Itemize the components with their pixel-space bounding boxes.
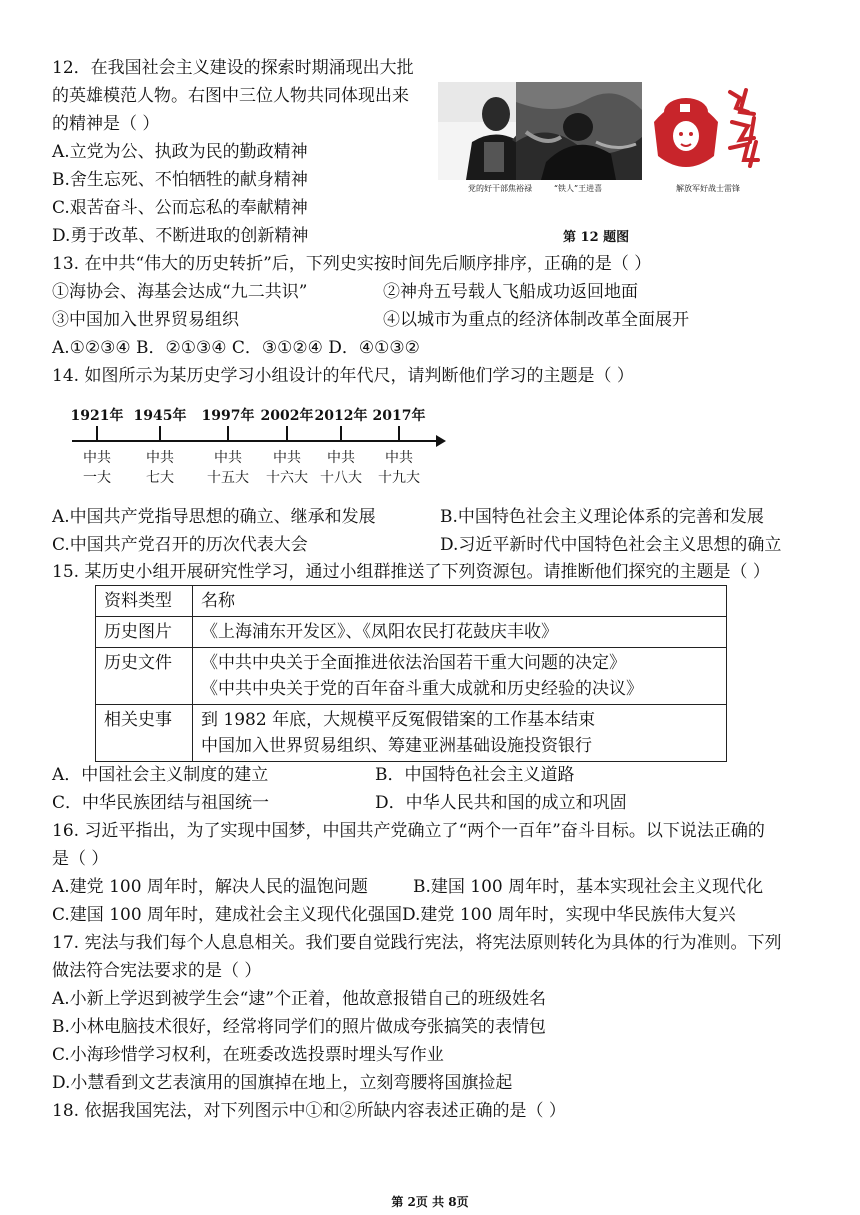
timeline-event-line: 十八大	[320, 470, 362, 486]
timeline-event	[135, 448, 185, 488]
q17-stem-line1: 17. 宪法与我们每个人息息相关。我们要自觉践行宪法，将宪法原则转化为具体的行为准则。下列	[52, 933, 782, 953]
timeline-axis	[72, 440, 440, 442]
q17-option-b: B.小林电脑技术很好，经常将同学们的照片做成夸张搞笑的表情包	[52, 1017, 546, 1037]
table-cell-type: 相关史事	[96, 705, 193, 762]
q13-item-4: ④以城市为重点的经济体制改革全面展开	[383, 310, 689, 330]
timeline-event	[262, 448, 312, 488]
q15-option-b: B．中国特色社会主义道路	[375, 765, 575, 785]
timeline-event-line: 中共	[83, 450, 111, 466]
q12-stem-line1: 12．在我国社会主义建设的探索时期涌现出大批	[52, 58, 414, 78]
timeline-year: 2002年	[260, 408, 314, 424]
timeline-event-line: 中共	[327, 450, 355, 466]
q12-option-c: C.艰苦奋斗、公而忘私的奉献精神	[52, 198, 308, 218]
q14-option-c: C.中国共产党召开的历次代表大会	[52, 535, 308, 555]
q14-option-b: B.中国特色社会主义理论体系的完善和发展	[440, 507, 764, 527]
q13-stem: 13. 在中共“伟大的历史转折”后，下列史实按时间先后顺序排序，正确的是（ ）	[52, 254, 652, 274]
q12-figure-label: 第 12 题图	[563, 230, 630, 245]
timeline-event-line: 中共	[273, 450, 301, 466]
table-cell-line: 中国加入世界贸易组织、筹建亚洲基础设施投资银行	[201, 736, 592, 756]
timeline-event	[316, 448, 366, 488]
table-cell-names	[193, 648, 727, 705]
q16-option-c: C.建国 100 周年时，建成社会主义现代化强国	[52, 905, 403, 925]
timeline-event-line: 十九大	[378, 470, 420, 486]
q17-stem-line2: 做法符合宪法要求的是（ ）	[52, 961, 262, 981]
q14-option-a: A.中国共产党指导思想的确立、继承和发展	[52, 507, 376, 527]
timeline-year: 1997年	[201, 408, 255, 424]
q12-stem-line3: 的精神是（ ）	[52, 114, 160, 134]
q16-stem-line2: 是（ ）	[52, 849, 109, 869]
table-header-row	[96, 586, 727, 617]
table-cell-line: 《中共中央关于全面推进依法治国若干重大问题的决定》	[201, 653, 626, 673]
timeline-event-line: 中共	[385, 450, 413, 466]
caption-wang-jinxi: “铁人”王进喜	[553, 184, 603, 193]
timeline-arrow-icon	[436, 435, 446, 447]
q12-option-b: B.舍生忘死、不怕牺牲的献身精神	[52, 170, 308, 190]
page-footer: 第 2页 共 8页	[391, 1195, 469, 1209]
q13-item-3: ③中国加入世界贸易组织	[52, 310, 239, 330]
q12-option-a: A.立党为公、执政为民的勤政精神	[52, 142, 308, 162]
timeline-tick	[286, 426, 288, 441]
q16-option-a: A.建党 100 周年时，解决人民的温饱问题	[52, 877, 368, 897]
q17-option-c: C.小海珍惜学习权利，在班委改选投票时埋头写作业	[52, 1045, 444, 1065]
q14-option-d: D.习近平新时代中国特色社会主义思想的确立	[440, 535, 782, 555]
table-row	[96, 648, 727, 705]
photo-lei-feng	[646, 82, 776, 180]
q15-option-d: D．中华人民共和国的成立和巩固	[375, 793, 627, 813]
table-header-cell: 名称	[193, 586, 727, 617]
table-cell-names	[193, 617, 727, 648]
table-cell-line: 《中共中央关于党的百年奋斗重大成就和历史经验的决议》	[201, 679, 643, 699]
q12-stem-line2: 的英雄模范人物。右图中三位人物共同体现出来	[52, 86, 409, 106]
timeline-year: 2012年	[314, 408, 368, 424]
q15-option-c: C．中华民族团结与祖国统一	[52, 793, 270, 813]
table-cell-type: 历史文件	[96, 648, 193, 705]
q17-option-a: A.小新上学迟到被学生会“逮”个正着，他故意报错自己的班级姓名	[52, 989, 547, 1009]
q15-option-a: A．中国社会主义制度的建立	[52, 765, 269, 785]
timeline-event-line: 十五大	[207, 470, 249, 486]
caption-jiao-yulu: 党的好干部焦裕禄	[468, 184, 532, 193]
q15-stem: 15. 某历史小组开展研究性学习，通过小组群推送了下列资源包。请推断他们探究的主题是（ ）	[52, 562, 770, 582]
timeline-year: 2017年	[372, 408, 426, 424]
timeline-event-line: 七大	[146, 470, 174, 486]
caption-lei-feng: 解放军好战士雷锋	[676, 184, 740, 193]
timeline-event	[72, 448, 122, 488]
timeline-tick	[159, 426, 161, 441]
table-cell-type: 历史图片	[96, 617, 193, 648]
timeline-event-line: 中共	[146, 450, 174, 466]
table-header-cell: 资料类型	[96, 586, 193, 617]
q12-option-d: D.勇于改革、不断进取的创新精神	[52, 226, 309, 246]
timeline-event	[374, 448, 424, 488]
q14-stem: 14. 如图所示为某历史学习小组设计的年代尺，请判断他们学习的主题是（ ）	[52, 366, 634, 386]
q17-option-d: D.小慧看到文艺表演用的国旗掉在地上，立刻弯腰将国旗捡起	[52, 1073, 513, 1093]
timeline-year: 1921年	[70, 408, 124, 424]
timeline-event-line: 十六大	[266, 470, 308, 486]
table-cell-line: 到 1982 年底，大规模平反冤假错案的工作基本结束	[201, 710, 596, 730]
timeline-tick	[96, 426, 98, 441]
table-cell-names	[193, 705, 727, 762]
q18-stem: 18. 依据我国宪法，对下列图示中①和②所缺内容表述正确的是（ ）	[52, 1101, 566, 1121]
table-row	[96, 617, 727, 648]
timeline-tick	[340, 426, 342, 441]
timeline-event-line: 中共	[214, 450, 242, 466]
q16-option-b: B.建国 100 周年时，基本实现社会主义现代化	[413, 877, 764, 897]
timeline-event-line: 一大	[83, 470, 111, 486]
resource-table	[95, 585, 727, 762]
q13-item-2: ②神舟五号载人飞船成功返回地面	[383, 282, 638, 302]
q13-item-1: ①海协会、海基会达成“九二共识”	[52, 282, 308, 302]
q16-option-d: D.建党 100 周年时，实现中华民族伟大复兴	[402, 905, 736, 925]
q16-stem-line1: 16. 习近平指出，为了实现中国梦，中国共产党确立了“两个一百年”奋斗目标。以下说法正确的	[52, 821, 765, 841]
timeline-year: 1945年	[133, 408, 187, 424]
timeline-event	[203, 448, 253, 488]
table-row	[96, 705, 727, 762]
timeline-tick	[398, 426, 400, 441]
q13-options: A.①②③④ B．②①③④ C．③①②④ D．④①③②	[52, 338, 420, 358]
timeline-tick	[227, 426, 229, 441]
photo-wang-jinxi	[516, 82, 642, 180]
table-cell-line: 《上海浦东开发区》、《凤阳农民打花鼓庆丰收》	[201, 622, 558, 642]
